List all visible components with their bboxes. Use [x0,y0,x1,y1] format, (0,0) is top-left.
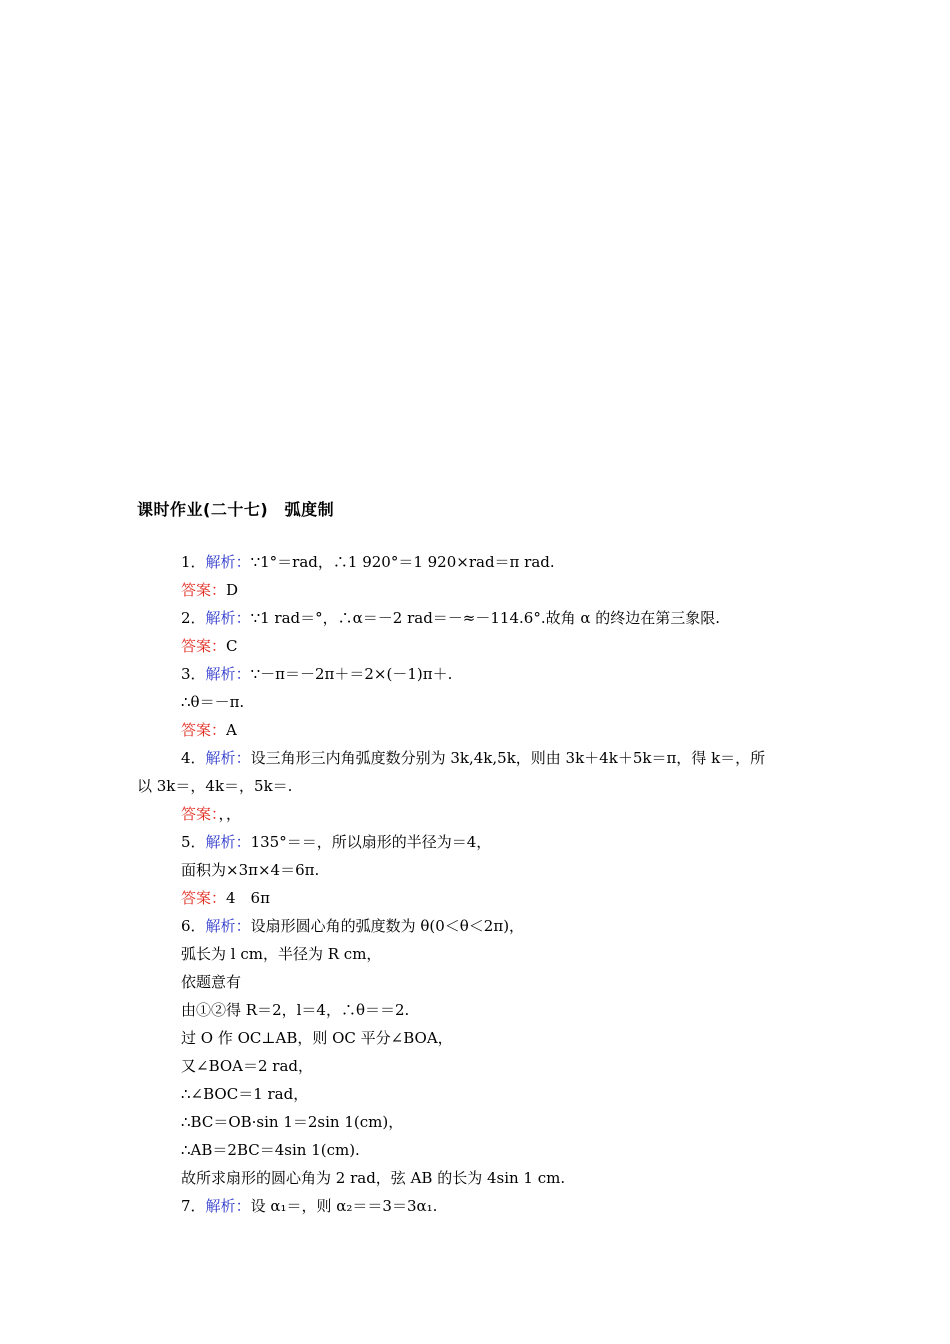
answer-label: 答案： [181,805,219,823]
solution-5 [181,832,491,852]
solution-text: ∵1 rad＝°，∴α＝－2 rad＝－≈－114.6°.故角 α 的终边在第三象限. [250,609,721,627]
answer-text: 4 6π [226,889,270,907]
item-number: 2． [181,609,206,627]
analysis-label: 解析 [205,609,236,627]
answer-label: 答案： [181,637,227,655]
solution-line: 弧长为 l cm，半径为 R cm， [181,945,382,963]
answer-text: ，， [218,805,242,823]
solution-text: 设三角形三内角弧度数分别为 3k,4k,5k，则由 3k＋4k＋5k＝π，得 k＝，所 [250,749,766,767]
solution-line: 过 O 作 OC⊥AB，则 OC 平分∠BOA， [181,1029,453,1047]
page-title: 课时作业(二十七) 弧度制 [137,500,335,519]
label-colon: ： [235,609,251,627]
answer-5 [181,888,270,908]
solution-line: ∴θ＝－π. [181,693,245,711]
solution-text: 设 α₁＝，则 α₂＝＝3＝3α₁. [250,1197,438,1215]
answer-1 [181,580,238,600]
label-colon: ： [235,1197,251,1215]
answer-text: D [226,581,239,599]
label-colon: ： [235,833,251,851]
analysis-label: 解析 [205,749,236,767]
analysis-label: 解析 [205,917,236,935]
solution-line: ∴AB＝2BC＝4sin 1(cm). [181,1141,360,1159]
solution-6 [181,916,524,936]
item-number: 7． [181,1197,206,1215]
solution-line: 依题意有 [181,973,242,991]
solution-line: 以 3k＝，4k＝，5k＝. [137,777,293,795]
answer-label: 答案： [181,581,227,599]
solution-4 [181,748,765,768]
solution-line: ∴∠BOC＝1 rad， [181,1085,309,1103]
item-number: 4． [181,749,206,767]
solution-line: 又∠BOA＝2 rad， [181,1057,314,1075]
item-number: 1． [181,553,206,571]
label-colon: ： [235,553,251,571]
analysis-label: 解析 [205,665,236,683]
label-colon: ： [235,749,251,767]
answer-text: C [226,637,238,655]
solution-text: 135°＝＝，所以扇形的半径为＝4， [250,833,492,851]
solution-text: 设扇形圆心角的弧度数为 θ(0＜θ＜2π)， [250,917,525,935]
item-number: 5． [181,833,206,851]
solution-text: ∵1°＝rad，∴1 920°＝1 920×rad＝π rad. [250,553,555,571]
solution-7 [181,1196,437,1216]
solution-line: ∴BC＝OB·sin 1＝2sin 1(cm)， [181,1113,404,1131]
answer-label: 答案： [181,889,227,907]
item-number: 6． [181,917,206,935]
item-number: 3． [181,665,206,683]
solution-1 [181,552,555,572]
analysis-label: 解析 [205,1197,236,1215]
solution-line: 故所求扇形的圆心角为 2 rad，弦 AB 的长为 4sin 1 cm. [181,1169,566,1187]
answer-label: 答案： [181,721,227,739]
answer-2 [181,636,238,656]
solution-3 [181,664,452,684]
solution-2 [181,608,720,628]
answer-4 [181,804,241,824]
solution-line: 面积为×3π×4＝6π. [181,861,320,879]
answer-3 [181,720,237,740]
label-colon: ： [235,917,251,935]
solution-text: ∵－π＝－2π＋＝2×(－1)π＋. [250,665,453,683]
label-colon: ： [235,665,251,683]
solution-line: 由①②得 R＝2，l＝4，∴θ＝＝2. [181,1001,410,1019]
analysis-label: 解析 [205,833,236,851]
answer-text: A [226,721,237,739]
analysis-label: 解析 [205,553,236,571]
